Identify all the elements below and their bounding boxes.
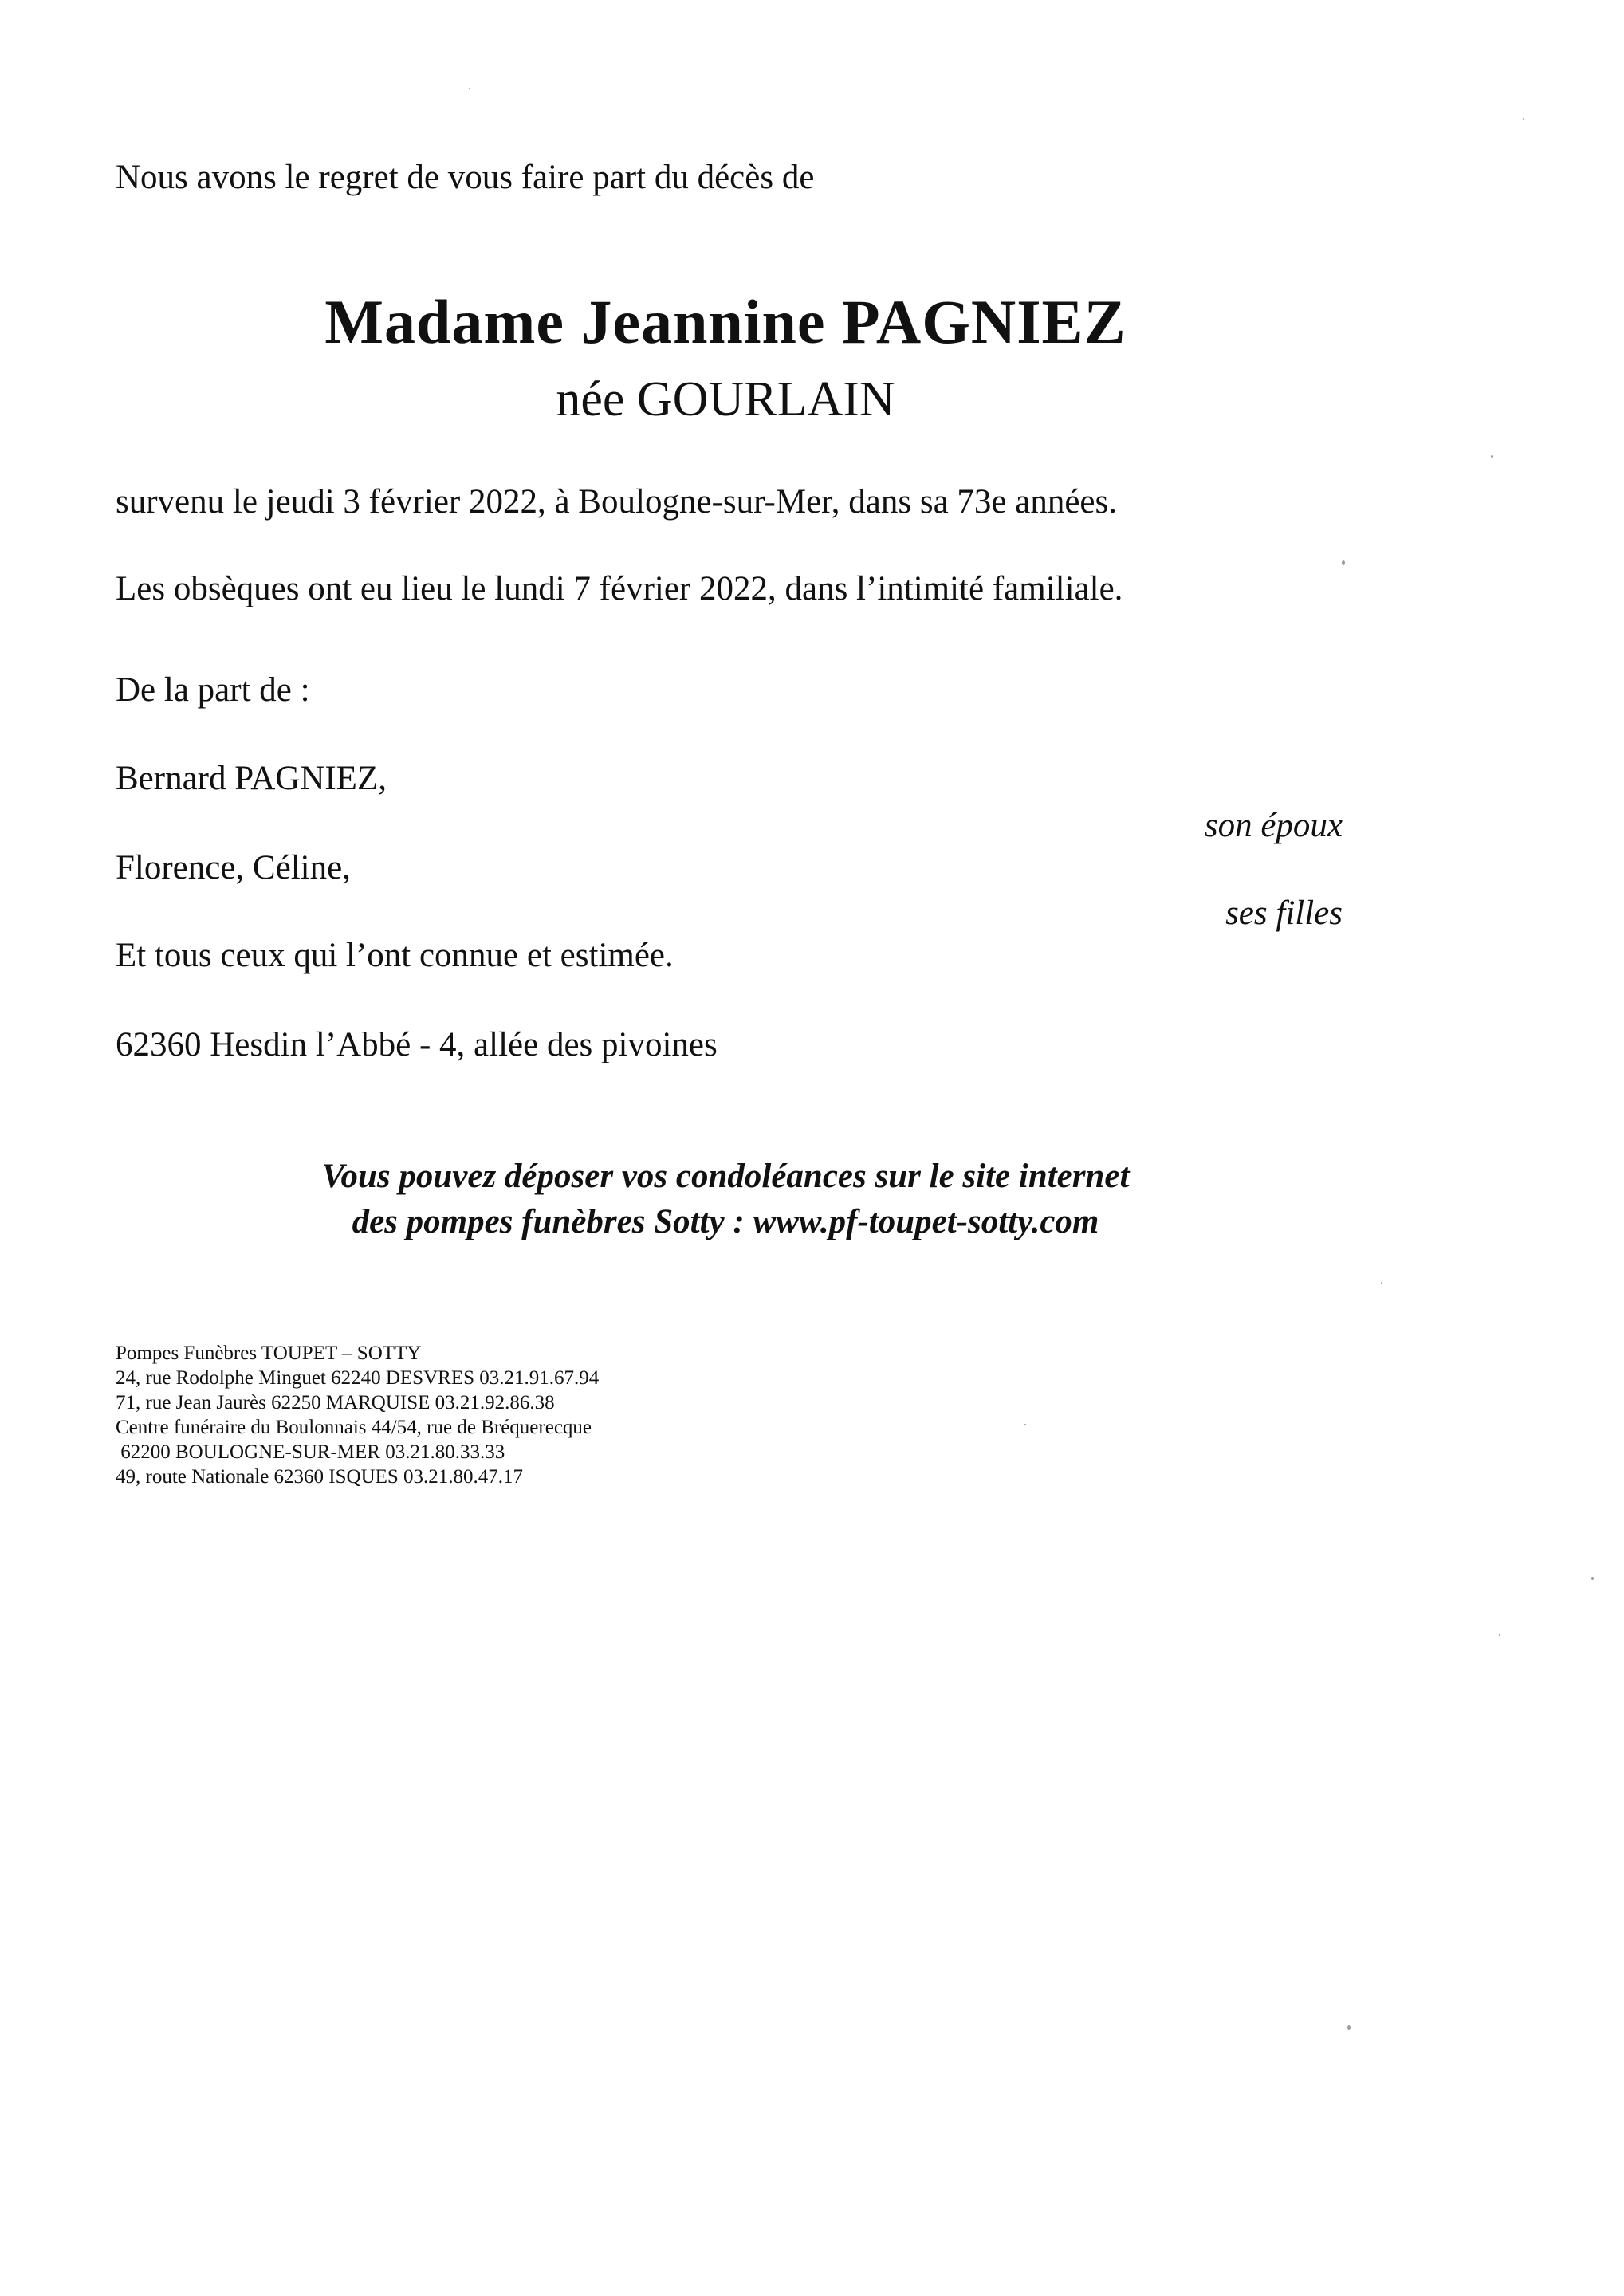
scan-speck [1499, 1634, 1500, 1636]
funeral-home-footer [116, 1341, 599, 1489]
scan-speck [1024, 1424, 1026, 1425]
footer-address-line: 62200 BOULOGNE-SUR-MER 03.21.80.33.33 [116, 1441, 505, 1463]
from-label: De la part de : [116, 671, 310, 709]
footer-address-line: Centre funéraire du Boulonnais 44/54, rue de Bréquerecque [116, 1417, 592, 1438]
others-statement: Et tous ceux qui l’ont connue et estimée. [116, 937, 674, 974]
scan-speck [1381, 1282, 1382, 1284]
condolences-line-1: Vous pouvez déposer vos condoléances sur le site internet [321, 1158, 1130, 1195]
scan-speck [1523, 118, 1524, 120]
scan-speck [1591, 1577, 1594, 1580]
scan-speck [1342, 560, 1345, 565]
funeral-statement: Les obsèques ont eu lieu le lundi 7 février 2022, dans l’intimité familiale. [116, 570, 1123, 607]
footer-address-line: 24, rue Rodolphe Minguet 62240 DESVRES 03.21.91.67.94 [116, 1367, 600, 1389]
family-member-name: Bernard PAGNIEZ, [116, 760, 387, 797]
condolences-line-2: des pompes funèbres Sotty : www.pf-toupet-sotty.com [352, 1203, 1099, 1240]
scan-speck [1347, 2025, 1351, 2030]
family-address: 62360 Hesdin l’Abbé - 4, allée des pivoines [116, 1026, 718, 1063]
intro-text: Nous avons le regret de vous faire part du décès de [116, 159, 815, 196]
family-member-relation: son époux [1204, 807, 1343, 844]
footer-address-line: 71, rue Jean Jaurès 62250 MARQUISE 03.21.92.86.38 [116, 1392, 555, 1413]
scan-speck [1491, 455, 1493, 458]
deceased-name: Madame Jeannine PAGNIEZ [324, 287, 1127, 356]
footer-company: Pompes Funèbres TOUPET – SOTTY [116, 1343, 422, 1364]
death-statement: survenu le jeudi 3 février 2022, à Boulogne-sur-Mer, dans sa 73e années. [116, 483, 1117, 521]
family-member-relation: ses filles [1225, 894, 1343, 932]
maiden-name: née GOURLAIN [556, 372, 895, 427]
scan-speck [469, 88, 470, 89]
family-member-name: Florence, Céline, [116, 849, 351, 887]
footer-address-line: 49, route Nationale 62360 ISQUES 03.21.80.47.17 [116, 1466, 524, 1488]
